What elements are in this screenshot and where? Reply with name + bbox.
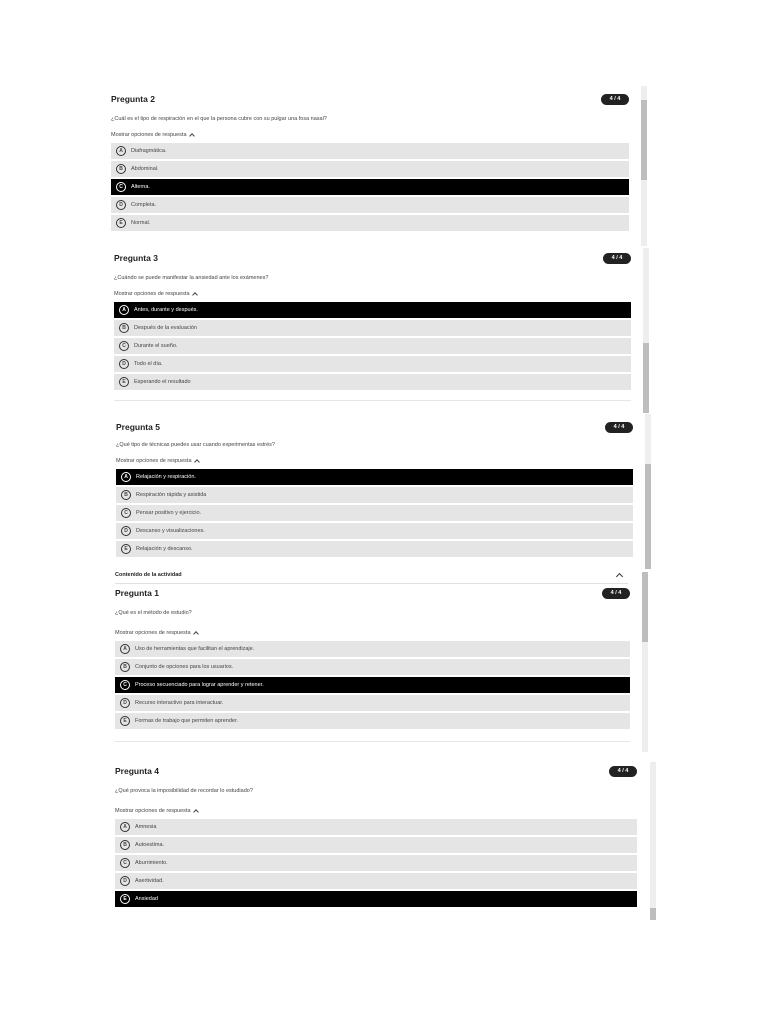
- chevron-up-icon: [192, 292, 198, 298]
- question-panel-3: [114, 251, 631, 401]
- option-label: Respiración rápida y asistida: [136, 492, 207, 498]
- letter-a-icon: A: [120, 644, 130, 654]
- option-label: Amnesia: [135, 824, 157, 830]
- option-label: Todo el día.: [134, 361, 163, 367]
- show-options-label: Mostrar opciones de respuesta: [115, 807, 191, 814]
- show-options-label: Mostrar opciones de respuesta: [116, 457, 192, 464]
- question-header: [114, 251, 631, 269]
- show-options-toggle[interactable]: [115, 806, 637, 815]
- question-text: ¿Cuál es el tipo de respiración en el que la persona cubre con su pulgar una fosa nasal?: [111, 116, 327, 122]
- option-b[interactable]: [115, 659, 630, 675]
- score-badge: 4 / 4: [605, 422, 633, 433]
- letter-a-icon: A: [119, 305, 129, 315]
- question-text: ¿Qué es el método de estudio?: [115, 610, 192, 616]
- option-label: Pensar positivo y ejercicio.: [136, 510, 202, 516]
- option-label: Conjunto de opciones para los usuarios.: [135, 664, 234, 670]
- scrollbar-thumb[interactable]: [642, 572, 648, 642]
- section-title: Contenido de la actividad: [115, 572, 182, 578]
- scrollbar[interactable]: [641, 86, 647, 246]
- letter-d-icon: D: [119, 359, 129, 369]
- options-list: [115, 819, 637, 907]
- option-label: Normal.: [131, 220, 151, 226]
- question-panel-4: [115, 764, 637, 909]
- letter-e-icon: E: [119, 377, 129, 387]
- option-label: Relajación y descanso.: [136, 546, 193, 552]
- option-label: Abdominal.: [131, 166, 159, 172]
- option-a[interactable]: [116, 469, 633, 485]
- show-options-toggle[interactable]: [115, 628, 630, 637]
- option-a[interactable]: [115, 641, 630, 657]
- option-c[interactable]: [115, 677, 630, 693]
- option-e[interactable]: [111, 215, 629, 231]
- option-b[interactable]: [115, 837, 637, 853]
- option-d[interactable]: [116, 523, 633, 539]
- letter-a-icon: A: [120, 822, 130, 832]
- chevron-up-icon: [194, 459, 200, 465]
- option-e[interactable]: [116, 541, 633, 557]
- letter-c-icon: C: [120, 680, 130, 690]
- options-list: [111, 143, 629, 231]
- option-label: Proceso secuenciado para lograr aprender y retener.: [135, 682, 264, 688]
- option-label: Relajación y respiración.: [136, 474, 196, 480]
- option-label: Recurso interactivo para interactuar.: [135, 700, 224, 706]
- scrollbar[interactable]: [642, 572, 648, 752]
- letter-b-icon: B: [120, 662, 130, 672]
- question-title: Pregunta 4: [115, 766, 159, 776]
- score-badge: 4 / 4: [603, 253, 631, 264]
- option-b[interactable]: [116, 487, 633, 503]
- activity-content-section: [115, 570, 628, 584]
- scrollbar[interactable]: [650, 762, 656, 920]
- scrollbar-thumb[interactable]: [645, 464, 651, 569]
- option-b[interactable]: [111, 161, 629, 177]
- option-label: Descanso y visualizaciones.: [136, 528, 205, 534]
- letter-b-icon: B: [120, 840, 130, 850]
- letter-d-icon: D: [120, 876, 130, 886]
- letter-c-icon: C: [116, 182, 126, 192]
- question-title: Pregunta 2: [111, 94, 155, 104]
- letter-b-icon: B: [116, 164, 126, 174]
- question-header: [116, 420, 633, 438]
- option-label: Alterna.: [131, 184, 150, 190]
- question-text: ¿Qué tipo de técnicas puedes usar cuando experimentas estrés?: [116, 442, 275, 448]
- option-label: Diafragmática.: [131, 148, 167, 154]
- question-panel-1: [115, 586, 630, 742]
- divider: [114, 400, 631, 401]
- letter-b-icon: B: [119, 323, 129, 333]
- option-c[interactable]: [114, 338, 631, 354]
- option-c[interactable]: [116, 505, 633, 521]
- option-a[interactable]: [114, 302, 631, 318]
- question-header: [115, 764, 637, 782]
- option-e[interactable]: [115, 713, 630, 729]
- option-label: Formas de trabajo que permiten aprender.: [135, 718, 239, 724]
- question-text: ¿Qué provoca la imposibilidad de recordar lo estudiado?: [115, 788, 253, 794]
- letter-e-icon: E: [120, 894, 130, 904]
- scrollbar-thumb[interactable]: [643, 343, 649, 413]
- scrollbar[interactable]: [645, 414, 651, 569]
- chevron-up-icon[interactable]: [616, 573, 623, 580]
- letter-c-icon: C: [120, 858, 130, 868]
- letter-d-icon: D: [116, 200, 126, 210]
- option-label: Esperando el resultado: [134, 379, 191, 385]
- options-list: [115, 641, 630, 729]
- letter-e-icon: E: [116, 218, 126, 228]
- letter-e-icon: E: [121, 544, 131, 554]
- score-badge: 4 / 4: [602, 588, 630, 599]
- question-header: [115, 586, 630, 604]
- show-options-toggle[interactable]: [111, 130, 629, 139]
- option-label: Aburrimiento.: [135, 860, 168, 866]
- question-panel-2: [111, 92, 629, 233]
- chevron-up-icon: [193, 631, 199, 637]
- letter-b-icon: B: [121, 490, 131, 500]
- question-header: [111, 92, 629, 110]
- scrollbar-thumb[interactable]: [641, 100, 647, 180]
- letter-c-icon: C: [121, 508, 131, 518]
- score-badge: 4 / 4: [601, 94, 629, 105]
- option-label: Completa.: [131, 202, 157, 208]
- options-list: [116, 469, 633, 557]
- option-label: Durante el sueño.: [134, 343, 178, 349]
- chevron-up-icon: [193, 809, 199, 815]
- letter-d-icon: D: [120, 698, 130, 708]
- option-c[interactable]: [111, 179, 629, 195]
- option-label: Ansiedad: [135, 896, 158, 902]
- show-options-toggle[interactable]: [114, 289, 631, 298]
- letter-e-icon: E: [120, 716, 130, 726]
- question-title: Pregunta 3: [114, 253, 158, 263]
- scrollbar[interactable]: [643, 248, 649, 413]
- option-label: Asertividad.: [135, 878, 164, 884]
- option-label: Antes, durante y después.: [134, 307, 198, 313]
- option-label: Uso de herramientas que facilitan el aprendizaje.: [135, 646, 255, 652]
- question-title: Pregunta 5: [116, 422, 160, 432]
- letter-d-icon: D: [121, 526, 131, 536]
- option-label: Después de la evaluación: [134, 325, 197, 331]
- letter-a-icon: A: [121, 472, 131, 482]
- section-header[interactable]: [115, 570, 628, 584]
- question-text: ¿Cuándo se puede manifestar la ansiedad ante los exámenes?: [114, 275, 269, 281]
- letter-a-icon: A: [116, 146, 126, 156]
- letter-c-icon: C: [119, 341, 129, 351]
- chevron-up-icon: [189, 133, 195, 139]
- option-d[interactable]: [111, 197, 629, 213]
- option-label: Autoestima.: [135, 842, 165, 848]
- divider: [115, 741, 630, 742]
- option-b[interactable]: [114, 320, 631, 336]
- option-d[interactable]: [115, 873, 637, 889]
- show-options-toggle[interactable]: [116, 456, 633, 465]
- scrollbar-thumb[interactable]: [650, 908, 656, 920]
- option-e[interactable]: [115, 891, 637, 907]
- option-e[interactable]: [114, 374, 631, 390]
- option-a[interactable]: [111, 143, 629, 159]
- question-panel-5: [116, 420, 633, 559]
- show-options-label: Mostrar opciones de respuesta: [114, 290, 190, 297]
- options-list: [114, 302, 631, 390]
- show-options-label: Mostrar opciones de respuesta: [115, 629, 191, 636]
- option-d[interactable]: [115, 695, 630, 711]
- question-title: Pregunta 1: [115, 588, 159, 598]
- option-c[interactable]: [115, 855, 637, 871]
- option-d[interactable]: [114, 356, 631, 372]
- score-badge: 4 / 4: [609, 766, 637, 777]
- option-a[interactable]: [115, 819, 637, 835]
- show-options-label: Mostrar opciones de respuesta: [111, 131, 187, 138]
